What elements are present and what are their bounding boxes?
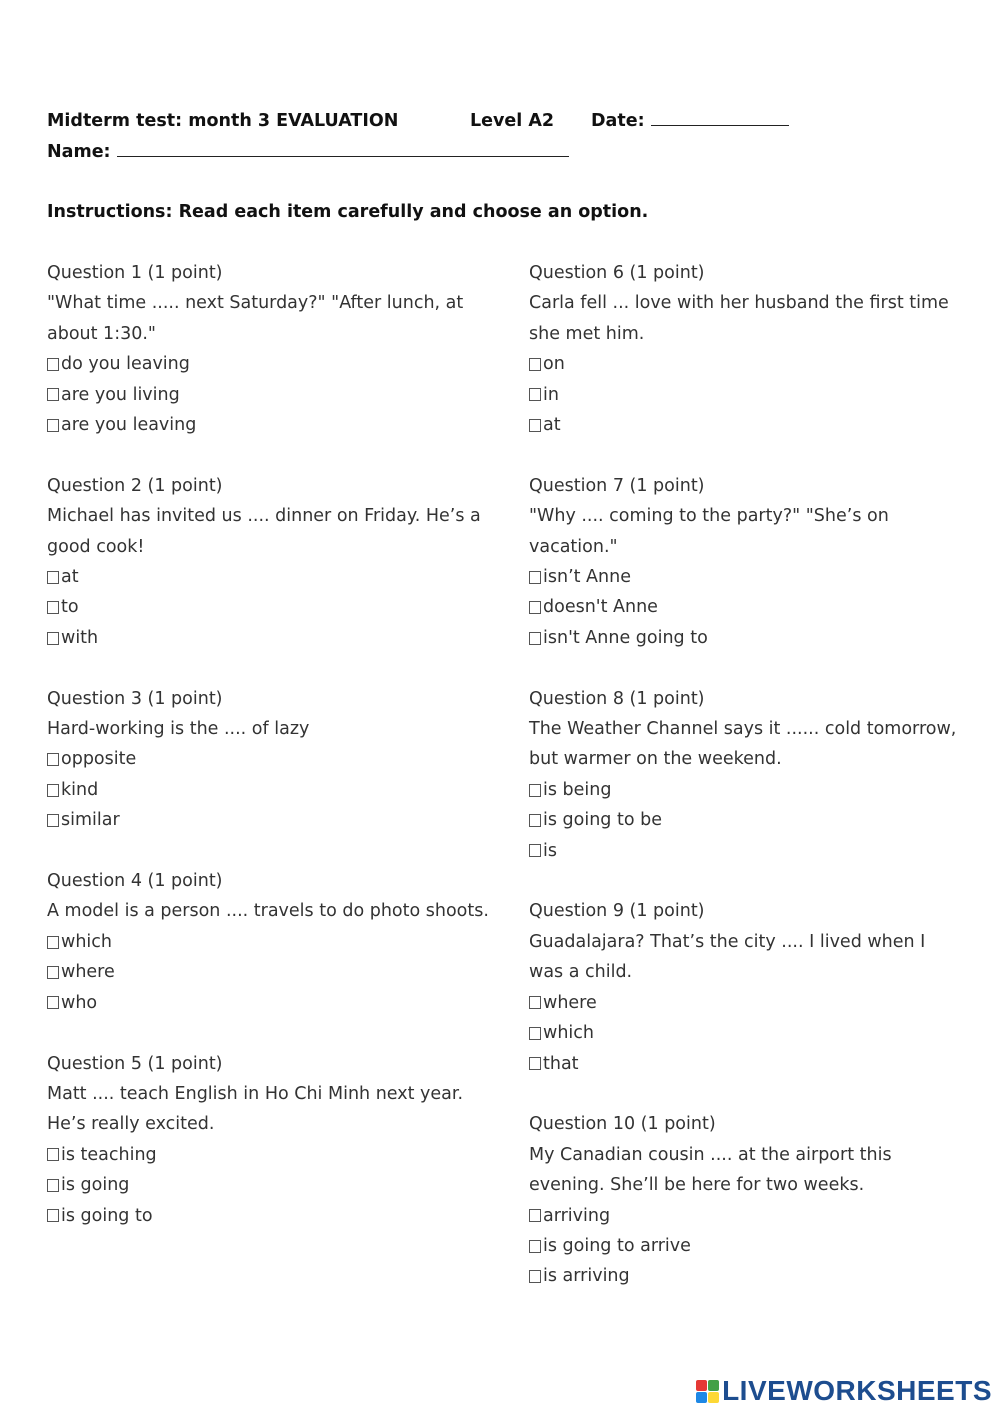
- question-text: Michael has invited us .... dinner on Friday. He’s a good cook!: [47, 506, 481, 557]
- checkbox-icon[interactable]: [47, 388, 59, 401]
- checkbox-icon[interactable]: [47, 753, 59, 766]
- checkbox-icon[interactable]: [529, 571, 541, 584]
- answer-option-label: isn't Anne going to: [543, 627, 708, 648]
- date-blank[interactable]: [651, 125, 789, 126]
- answer-option[interactable]: [529, 805, 959, 835]
- answer-option[interactable]: [47, 623, 497, 653]
- answer-option[interactable]: [47, 1170, 497, 1200]
- question-9: [529, 896, 959, 1078]
- logo-tile: [696, 1392, 707, 1403]
- checkbox-icon[interactable]: [47, 358, 59, 371]
- checkbox-icon[interactable]: [47, 419, 59, 432]
- answer-option-label: with: [61, 627, 99, 648]
- answer-option[interactable]: [47, 592, 497, 622]
- question-2: [47, 471, 497, 653]
- answer-option[interactable]: [529, 1018, 959, 1048]
- answer-option-label: who: [61, 992, 98, 1013]
- answer-option-label: arriving: [543, 1205, 611, 1226]
- checkbox-icon[interactable]: [529, 388, 541, 401]
- question-7: [529, 471, 959, 653]
- checkbox-icon[interactable]: [529, 844, 541, 857]
- date-field[interactable]: [591, 111, 789, 131]
- answer-option-label: is: [543, 840, 557, 861]
- checkbox-icon[interactable]: [47, 1179, 59, 1192]
- answer-option[interactable]: [529, 1201, 959, 1231]
- answer-option[interactable]: [47, 805, 497, 835]
- logo-tile: [708, 1380, 719, 1391]
- question-column-right: [529, 258, 959, 1292]
- question-title: Question 6 (1 point): [529, 263, 705, 283]
- question-1: [47, 258, 497, 440]
- question-4: [47, 866, 497, 1018]
- checkbox-icon[interactable]: [47, 784, 59, 797]
- question-title: Question 9 (1 point): [529, 901, 705, 922]
- answer-option-label: is going to: [61, 1205, 153, 1226]
- answer-option-label: which: [543, 1023, 594, 1044]
- checkbox-icon[interactable]: [47, 814, 59, 827]
- answer-option[interactable]: [47, 744, 497, 774]
- answer-option[interactable]: [47, 775, 497, 805]
- answer-option-label: where: [61, 962, 115, 983]
- answer-option-label: is going to be: [543, 810, 662, 831]
- answer-option[interactable]: [529, 836, 959, 866]
- checkbox-icon[interactable]: [529, 601, 541, 614]
- answer-option-label: is arriving: [543, 1266, 630, 1287]
- name-label: Name:: [47, 142, 111, 162]
- answer-option-label: similar: [61, 810, 120, 831]
- answer-option[interactable]: [47, 1140, 497, 1170]
- checkbox-icon[interactable]: [47, 1209, 59, 1222]
- answer-option[interactable]: [47, 562, 497, 592]
- checkbox-icon[interactable]: [47, 571, 59, 584]
- checkbox-icon[interactable]: [47, 996, 59, 1009]
- answer-option[interactable]: [529, 562, 959, 592]
- checkbox-icon[interactable]: [529, 419, 541, 432]
- answer-option[interactable]: [47, 1201, 497, 1231]
- checkbox-icon[interactable]: [47, 966, 59, 979]
- question-text: A model is a person .... travels to do photo shoots.: [47, 901, 489, 922]
- answer-option[interactable]: [47, 988, 497, 1018]
- answer-option[interactable]: [529, 592, 959, 622]
- answer-option[interactable]: [47, 349, 497, 379]
- answer-option-label: is teaching: [61, 1144, 157, 1165]
- answer-option-label: to: [61, 597, 79, 618]
- checkbox-icon[interactable]: [529, 1270, 541, 1283]
- checkbox-icon[interactable]: [47, 936, 59, 949]
- checkbox-icon[interactable]: [529, 1027, 541, 1040]
- answer-option-label: isn’t Anne: [543, 567, 631, 588]
- question-8: [529, 684, 959, 866]
- answer-option[interactable]: [529, 1261, 959, 1291]
- checkbox-icon[interactable]: [529, 814, 541, 827]
- checkbox-icon[interactable]: [47, 601, 59, 614]
- logo-tile: [696, 1380, 707, 1391]
- question-title: Question 4 (1 point): [47, 871, 223, 892]
- question-title: Question 1 (1 point): [47, 263, 223, 283]
- answer-option-label: is being: [543, 779, 612, 800]
- answer-option[interactable]: [529, 1231, 959, 1261]
- test-title: Midterm test: month 3 EVALUATION: [47, 111, 399, 131]
- answer-option[interactable]: [529, 1049, 959, 1079]
- question-text: "Why .... coming to the party?" "She’s on vacation.": [529, 506, 889, 557]
- question-title: Question 10 (1 point): [529, 1114, 716, 1135]
- name-blank[interactable]: [117, 156, 569, 157]
- answer-option-label: do you leaving: [61, 354, 190, 375]
- answer-option[interactable]: [529, 988, 959, 1018]
- answer-option-label: at: [61, 567, 79, 588]
- answer-option-label: is going to arrive: [543, 1235, 691, 1256]
- question-6: [529, 258, 959, 440]
- answer-option[interactable]: [529, 410, 959, 440]
- checkbox-icon[interactable]: [529, 996, 541, 1009]
- question-3: [47, 684, 497, 836]
- answer-option[interactable]: [47, 380, 497, 410]
- logo-mark: [696, 1380, 719, 1403]
- answer-option-label: that: [543, 1053, 579, 1074]
- date-label: Date:: [591, 111, 645, 131]
- question-title: Question 5 (1 point): [47, 1053, 223, 1074]
- checkbox-icon[interactable]: [529, 632, 541, 645]
- question-text: The Weather Channel says it ...... cold tomorrow, but warmer on the weekend.: [529, 719, 957, 770]
- answer-option-label: on: [543, 354, 565, 375]
- answer-option-label: is going: [61, 1175, 130, 1196]
- question-title: Question 7 (1 point): [529, 475, 705, 496]
- checkbox-icon[interactable]: [529, 784, 541, 797]
- answer-option-label: opposite: [61, 749, 137, 770]
- question-text: My Canadian cousin .... at the airport this evening. She’ll be here for two weeks.: [529, 1144, 892, 1196]
- answer-option-label: kind: [61, 779, 99, 800]
- question-column-left: [47, 258, 497, 1231]
- question-text: Matt .... teach English in Ho Chi Minh next year. He’s really excited.: [47, 1083, 464, 1135]
- answer-option-label: are you living: [61, 384, 180, 405]
- checkbox-icon[interactable]: [47, 1148, 59, 1161]
- answer-option-label: are you leaving: [61, 415, 197, 436]
- question-title: Question 2 (1 point): [47, 475, 223, 496]
- checkbox-icon[interactable]: [47, 632, 59, 645]
- level-label: Level A2: [470, 111, 555, 131]
- question-text: Guadalajara? That’s the city .... I lived when I was a child.: [529, 931, 926, 983]
- answer-option-label: doesn't Anne: [543, 597, 658, 618]
- answer-option[interactable]: [529, 775, 959, 805]
- answer-option[interactable]: [529, 349, 959, 379]
- instructions: Instructions: Read each item carefully and choose an option.: [47, 202, 649, 222]
- logo-text: LIVEWORKSHEETS: [722, 1375, 992, 1406]
- question-text: "What time ..... next Saturday?" "After lunch, at about 1:30.": [47, 293, 464, 344]
- checkbox-icon[interactable]: [529, 358, 541, 371]
- name-field[interactable]: [47, 142, 569, 162]
- question-text: Carla fell ... love with her husband the first time she met him.: [529, 293, 949, 344]
- question-10: [529, 1109, 959, 1291]
- answer-option-label: which: [61, 931, 112, 952]
- question-5: [47, 1049, 497, 1231]
- question-title: Question 3 (1 point): [47, 688, 223, 709]
- answer-option-label: where: [543, 992, 597, 1013]
- answer-option-label: at: [543, 415, 561, 436]
- answer-option[interactable]: [47, 410, 497, 440]
- answer-option[interactable]: [47, 957, 497, 987]
- answer-option[interactable]: [47, 927, 497, 957]
- logo-tile: [708, 1392, 719, 1403]
- answer-option[interactable]: [529, 380, 959, 410]
- answer-option[interactable]: [529, 623, 959, 653]
- question-text: Hard-working is the .... of lazy: [47, 719, 310, 740]
- question-title: Question 8 (1 point): [529, 688, 705, 709]
- liveworksheets-logo: [696, 1375, 992, 1407]
- checkbox-icon[interactable]: [529, 1057, 541, 1070]
- checkbox-icon[interactable]: [529, 1209, 541, 1222]
- checkbox-icon[interactable]: [529, 1240, 541, 1253]
- answer-option-label: in: [543, 384, 559, 405]
